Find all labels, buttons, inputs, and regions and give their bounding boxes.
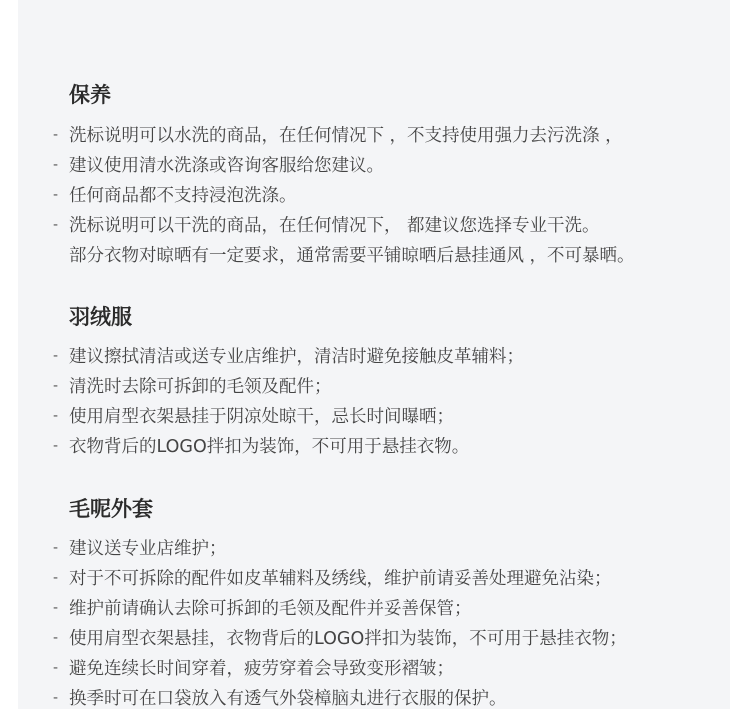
- list-item: [0, 624, 750, 654]
- bullet-dash: -: [53, 217, 59, 233]
- list-item-text: 避免连续长时间穿着，疲劳穿着会导致变形褶皱；: [69, 659, 454, 679]
- list-item-continuation: [0, 241, 750, 271]
- list-item-text: 任何商品都不支持浸泡洗涤。: [69, 186, 297, 206]
- bullet-dash: -: [53, 570, 59, 586]
- list-item-text: 洗标说明可以水洗的商品，在任何情况下 ，不支持使用强力去污洗涤 ，: [69, 126, 623, 146]
- list-item: [0, 432, 750, 462]
- list-item-text: 部分衣物对晾晒有一定要求，通常需要平铺晾晒后悬挂通风 ，不可暴晒。: [69, 246, 635, 266]
- list-item-text: 对于不可拆除的配件如皮革辅料及绣线，维护前请妥善处理避免沾染；: [69, 569, 612, 589]
- list-item: [0, 372, 750, 402]
- list-item: [0, 211, 750, 241]
- bullet-dash: -: [53, 540, 59, 556]
- list-item: [0, 181, 750, 211]
- list-item-text: 衣物背后的LOGO拌扣为装饰，不可用于悬挂衣物。: [69, 437, 470, 457]
- bullet-dash: -: [53, 378, 59, 394]
- list-item: [0, 594, 750, 624]
- list-item-text: 换季时可在口袋放入有透气外袋樟脑丸进行衣服的保护。: [69, 689, 507, 709]
- list-item: [0, 654, 750, 684]
- bullet-dash: -: [53, 187, 59, 203]
- section-title: 羽绒服: [69, 305, 132, 329]
- bullet-dash: -: [53, 157, 59, 173]
- list-item: [0, 402, 750, 432]
- list-item-text: 洗标说明可以干洗的商品，在任何情况下， 都建议您选择专业干洗。: [69, 216, 600, 236]
- list-item-text: 使用肩型衣架悬挂于阴凉处晾干，忌长时间曝晒；: [69, 407, 454, 427]
- list-item: [0, 151, 750, 181]
- bullet-dash: -: [53, 438, 59, 454]
- list-item-text: 建议使用清水洗涤或咨询客服给您建议。: [69, 156, 384, 176]
- bullet-dash: -: [53, 348, 59, 364]
- section-title: 毛呢外套: [69, 497, 153, 521]
- bullet-dash: -: [53, 630, 59, 646]
- bullet-dash: -: [53, 600, 59, 616]
- list-item-text: 清洗时去除可拆卸的毛领及配件；: [69, 377, 332, 397]
- list-item: [0, 564, 750, 594]
- list-item-text: 使用肩型衣架悬挂，衣物背后的LOGO拌扣为装饰，不可用于悬挂衣物；: [69, 629, 627, 649]
- list-item: [0, 342, 750, 372]
- list-item-text: 维护前请确认去除可拆卸的毛领及配件并妥善保管；: [69, 599, 472, 619]
- list-item-text: 建议擦拭清洁或送专业店维护，清洁时避免接触皮革辅料；: [69, 347, 524, 367]
- bullet-dash: -: [53, 690, 59, 706]
- list-item: [0, 684, 750, 709]
- bullet-dash: -: [53, 408, 59, 424]
- bullet-dash: -: [53, 660, 59, 676]
- list-item-text: 建议送专业店维护；: [69, 539, 227, 559]
- bullet-dash: -: [53, 127, 59, 143]
- list-item: [0, 121, 750, 151]
- list-item: [0, 534, 750, 564]
- section-title: 保养: [69, 83, 111, 107]
